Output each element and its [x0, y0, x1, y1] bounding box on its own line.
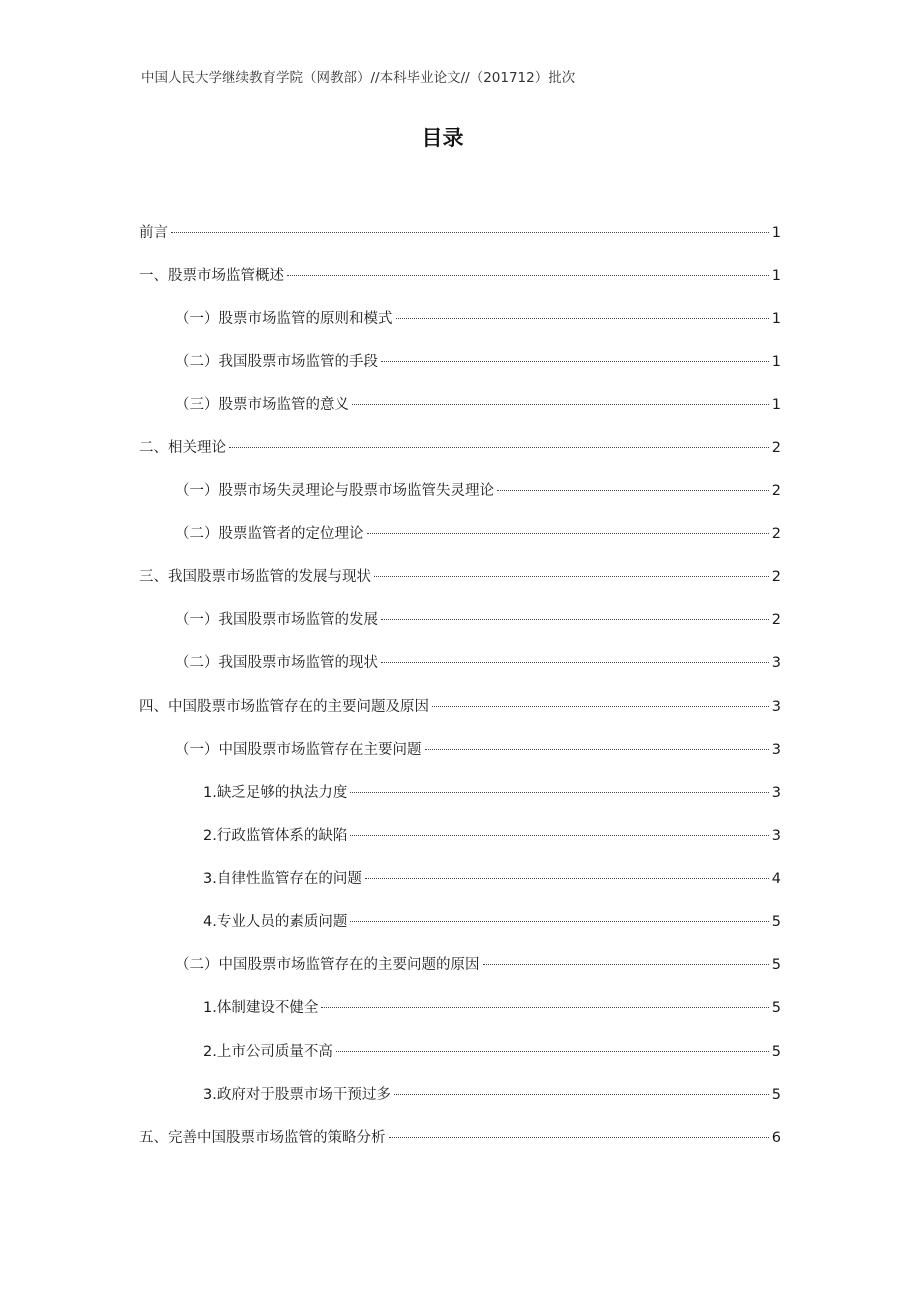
page-title: 目录	[421, 126, 464, 150]
toc-entry	[203, 825, 781, 847]
toc-entry-page: 3	[771, 655, 781, 671]
toc-entry	[139, 1127, 781, 1149]
toc-entry	[203, 1041, 781, 1063]
toc-entry-page: 5	[771, 1000, 781, 1016]
toc-entry-label: （一）中国股票市场监管存在主要问题	[175, 742, 422, 758]
toc-entry-page: 1	[771, 397, 781, 413]
toc-entry	[175, 308, 781, 330]
toc-entry	[139, 566, 781, 588]
toc-entry-page: 1	[771, 225, 781, 241]
toc-entry	[203, 997, 781, 1019]
toc-entry-label: （一）股票市场失灵理论与股票市场监管失灵理论	[175, 483, 494, 499]
toc-entry-page: 2	[771, 440, 781, 456]
toc-entry	[175, 480, 781, 502]
toc-entry	[175, 739, 781, 761]
toc-entry	[175, 523, 781, 545]
toc-entry-label: 二、相关理论	[139, 440, 226, 456]
toc-entry-label: （二）中国股票市场监管存在的主要问题的原因	[175, 957, 480, 973]
toc-entry-label: 2.行政监管体系的缺陷	[203, 828, 348, 844]
toc-dot-leader	[350, 792, 768, 793]
toc-dot-leader	[374, 576, 769, 577]
toc-entry	[139, 696, 781, 718]
toc-entry-label: （二）我国股票市场监管的现状	[175, 655, 378, 671]
toc-entry	[139, 222, 781, 244]
toc-entry	[175, 394, 781, 416]
toc-entry	[175, 609, 781, 631]
toc-entry-label: 1.体制建设不健全	[203, 1000, 319, 1016]
toc-entry-label: 3.政府对于股票市场干预过多	[203, 1087, 391, 1103]
toc-entry-label: （二）股票监管者的定位理论	[175, 526, 364, 542]
toc-entry	[139, 437, 781, 459]
toc-dot-leader	[381, 619, 769, 620]
toc-entry-page: 1	[771, 268, 781, 284]
toc-entry-page: 2	[771, 483, 781, 499]
toc-entry-page: 3	[771, 785, 781, 801]
toc-entry-label: 一、股票市场监管概述	[139, 268, 284, 284]
toc-dot-leader	[396, 318, 769, 319]
toc-entry	[203, 868, 781, 890]
toc-entry-label: 五、完善中国股票市场监管的策略分析	[139, 1130, 386, 1146]
toc-entry-label: （一）我国股票市场监管的发展	[175, 612, 378, 628]
toc-dot-leader	[367, 533, 769, 534]
toc-entry-page: 5	[771, 1044, 781, 1060]
toc-dot-leader	[394, 1094, 769, 1095]
toc-entry-page: 2	[771, 569, 781, 585]
toc-entry-label: 前言	[139, 225, 168, 241]
toc-entry-label: 四、中国股票市场监管存在的主要问题及原因	[139, 699, 429, 715]
running-header: 中国人民大学继续教育学院（网教部）//本科毕业论文//（201712）批次	[141, 70, 576, 86]
toc-dot-leader	[389, 1137, 769, 1138]
toc-entry-page: 2	[771, 526, 781, 542]
toc-dot-leader	[229, 447, 769, 448]
toc-entry-page: 3	[771, 699, 781, 715]
toc-entry	[203, 1084, 781, 1106]
toc-entry-page: 6	[771, 1130, 781, 1146]
toc-entry-page: 5	[771, 957, 781, 973]
toc-entry	[203, 782, 781, 804]
toc-entry-page: 5	[771, 1087, 781, 1103]
toc-entry	[139, 265, 781, 287]
toc-entry	[175, 351, 781, 373]
toc-dot-leader	[287, 275, 769, 276]
toc-dot-leader	[352, 404, 769, 405]
toc-entry	[175, 954, 781, 976]
toc-dot-leader	[350, 921, 768, 922]
toc-entry-page: 5	[771, 914, 781, 930]
toc-dot-leader	[171, 232, 769, 233]
toc-entry-label: 2.上市公司质量不高	[203, 1044, 333, 1060]
toc-dot-leader	[365, 878, 769, 879]
toc-dot-leader	[381, 361, 769, 362]
toc-entry-label: 3.自律性监管存在的问题	[203, 871, 362, 887]
toc-entry-page: 2	[771, 612, 781, 628]
toc-dot-leader	[432, 706, 769, 707]
toc-dot-leader	[483, 964, 769, 965]
toc-entry-label: （一）股票市场监管的原则和模式	[175, 311, 393, 327]
toc-entry-page: 1	[771, 311, 781, 327]
toc-entry-label: 1.缺乏足够的执法力度	[203, 785, 348, 801]
toc-entry-label: 4.专业人员的素质问题	[203, 914, 348, 930]
toc-entry-page: 3	[771, 828, 781, 844]
toc-dot-leader	[321, 1007, 768, 1008]
toc-entry-page: 4	[771, 871, 781, 887]
toc-entry-label: （三）股票市场监管的意义	[175, 397, 349, 413]
toc-dot-leader	[425, 749, 769, 750]
toc-entry-label: （二）我国股票市场监管的手段	[175, 354, 378, 370]
toc-dot-leader	[381, 662, 769, 663]
toc-entry	[203, 911, 781, 933]
toc-dot-leader	[497, 490, 769, 491]
toc-entry	[175, 652, 781, 674]
toc-entry-page: 3	[771, 742, 781, 758]
toc-dot-leader	[350, 835, 768, 836]
toc-entry-page: 1	[771, 354, 781, 370]
toc-entry-label: 三、我国股票市场监管的发展与现状	[139, 569, 371, 585]
toc-dot-leader	[336, 1051, 769, 1052]
